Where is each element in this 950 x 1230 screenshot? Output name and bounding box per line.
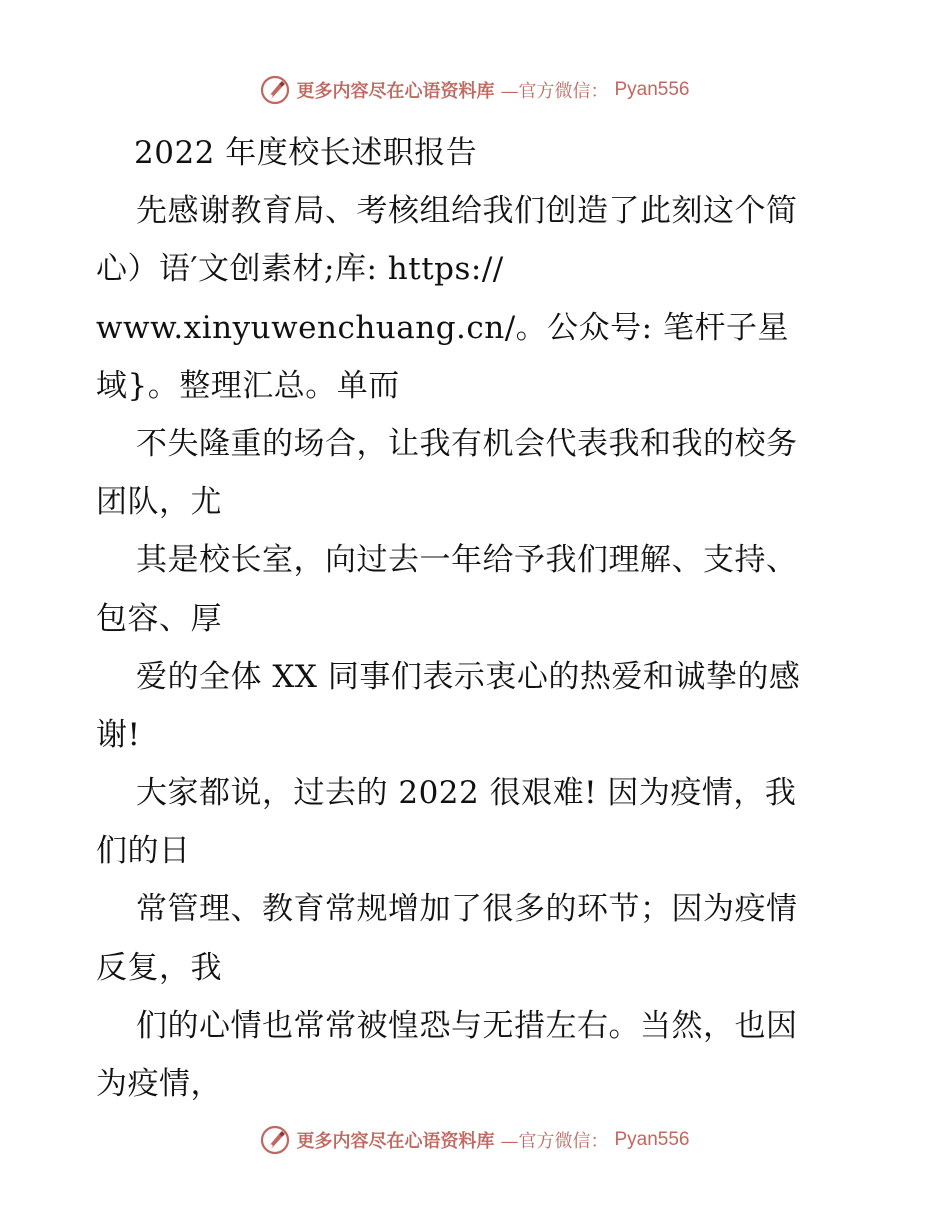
text-line: 心）语′文创素材;库: https://: [96, 251, 504, 288]
banner-brand-text: 更多内容尽在心语资料库: [296, 81, 495, 102]
text-line: 们的日: [96, 833, 191, 870]
text-line: 们的心情也常常被惶恐与无措左右。当然，也因: [136, 1007, 798, 1044]
document-title: 2022 年度校长述职报告: [134, 135, 478, 171]
banner-wechat-id: Pyan556: [614, 1129, 690, 1150]
header-watermark-banner: [0, 70, 950, 110]
banner-official-label: —官方微信：: [500, 81, 609, 102]
text-line: 大家都说，过去的 2022 很艰难! 因为疫情，我: [136, 775, 797, 812]
text-line: 为疫情，: [96, 1066, 222, 1102]
footer-watermark-banner: [0, 1120, 950, 1160]
banner-brand-text: 更多内容尽在心语资料库: [296, 1131, 495, 1152]
pen-logo-icon: [260, 75, 290, 105]
text-line: 不失隆重的场合，让我有机会代表我和我的校务: [136, 425, 798, 462]
text-line: 其是校长室，向过去一年给予我们理解、支持、: [136, 542, 798, 579]
pen-logo-icon: [260, 1125, 290, 1155]
text-line: 谢!: [96, 716, 141, 753]
document-body: [96, 124, 856, 1113]
text-line: 常管理、教育常规增加了很多的环节；因为疫情: [136, 891, 798, 928]
text-line: 先感谢教育局、考核组给我们创造了此刻这个简: [136, 193, 798, 230]
banner-wechat-id: Pyan556: [614, 79, 690, 100]
text-line: 反复，我: [96, 949, 222, 986]
text-line: 爱的全体 XX 同事们表示衷心的热爱和诚挚的感: [136, 658, 801, 695]
text-line: 团队，尤: [96, 484, 222, 521]
banner-official-label: —官方微信：: [500, 1131, 609, 1152]
text-line: www.xinyuwenchuang.cn/。公众号: 笔杆子星: [96, 309, 789, 346]
text-line: 包容、厚: [96, 600, 222, 637]
text-line: 域}。整理汇总。单而: [96, 367, 400, 404]
